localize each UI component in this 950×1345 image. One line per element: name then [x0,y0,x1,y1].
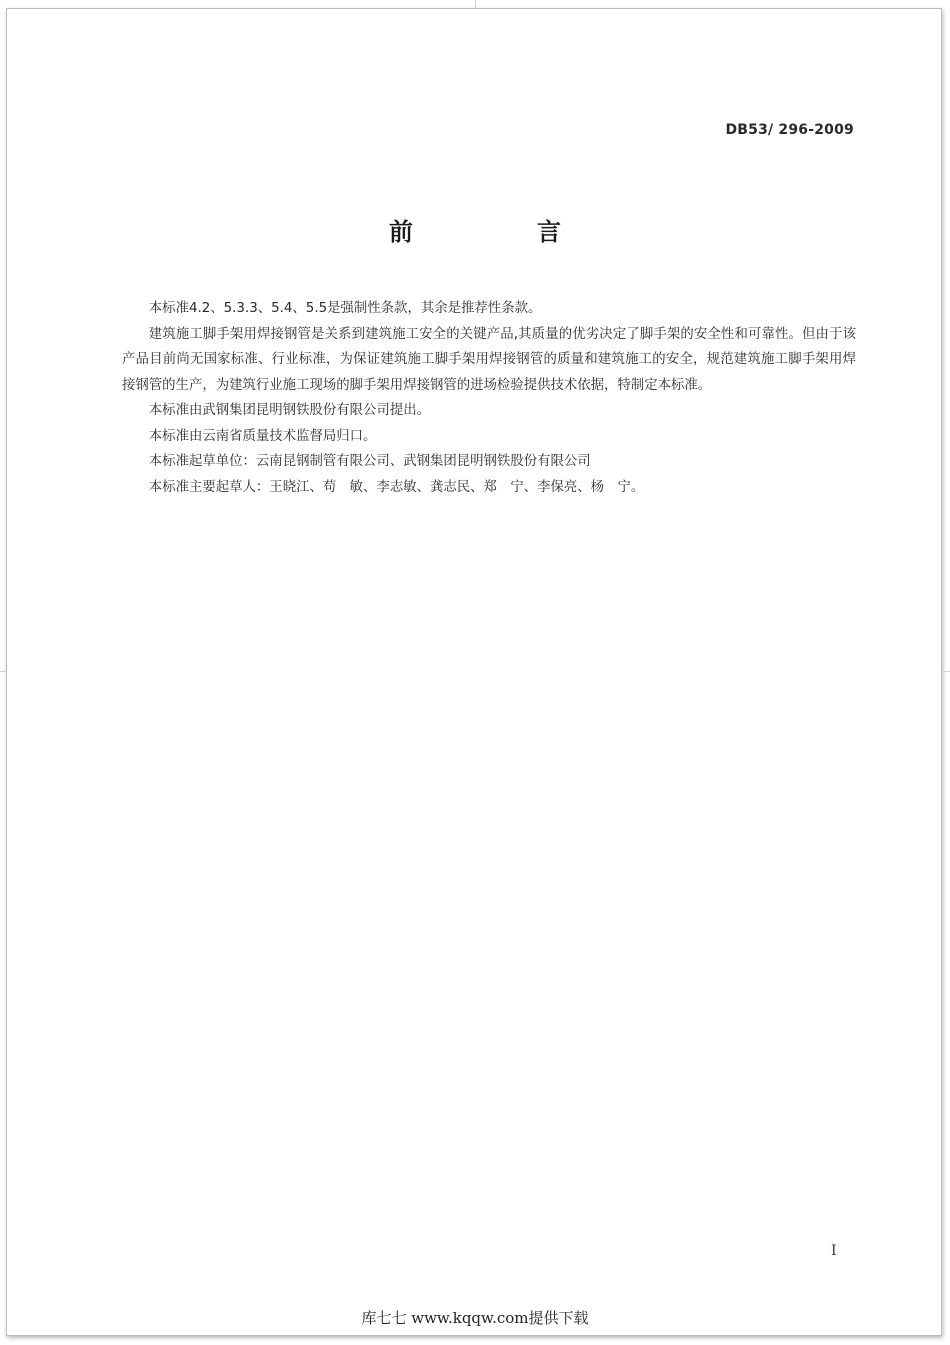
paragraph-background: 建筑施工脚手架用焊接钢管是关系到建筑施工安全的关键产品,其质量的优劣决定了脚手架的安全性和可靠性。但由于该产品目前尚无国家标准、行业标准，为保证建筑施工脚手架用焊接钢管的质量和建筑施工的安全，规范建筑施工脚手架用焊接钢管的生产，为建筑行业施工现场的脚手架用焊接钢管的进场检验提供技术依据，特制定本标准。 [122,326,856,393]
page-title: 前 言 [389,218,611,246]
crop-mark-left [0,671,6,672]
paragraph-administrator: 本标准由云南省质量技术监督局归口。 [148,428,377,444]
page-number: I [831,1243,837,1259]
crop-mark-top [475,0,476,8]
download-watermark: 库七七 www.kqqw.com提供下载 [361,1309,589,1327]
foreword-body [122,296,856,500]
paragraph-mandatory-clauses: 本标准4.2、5.3.3、5.4、5.5是强制性条款，其余是推荐性条款。 [148,301,542,316]
document-page [6,8,942,1336]
crop-mark-right [942,671,950,672]
paragraph-proposer: 本标准由武钢集团昆明钢铁股份有限公司提出。 [148,403,430,418]
document-code: DB53/ 296-2009 [725,122,854,138]
paragraph-drafting-units: 本标准起草单位：云南昆钢制管有限公司、武钢集团昆明钢铁股份有限公司 [148,454,591,469]
paragraph-drafters: 本标准主要起草人：王晓江、苟 敏、李志敏、龚志民、郑 宁、李保亮、杨 宁。 [148,479,645,495]
